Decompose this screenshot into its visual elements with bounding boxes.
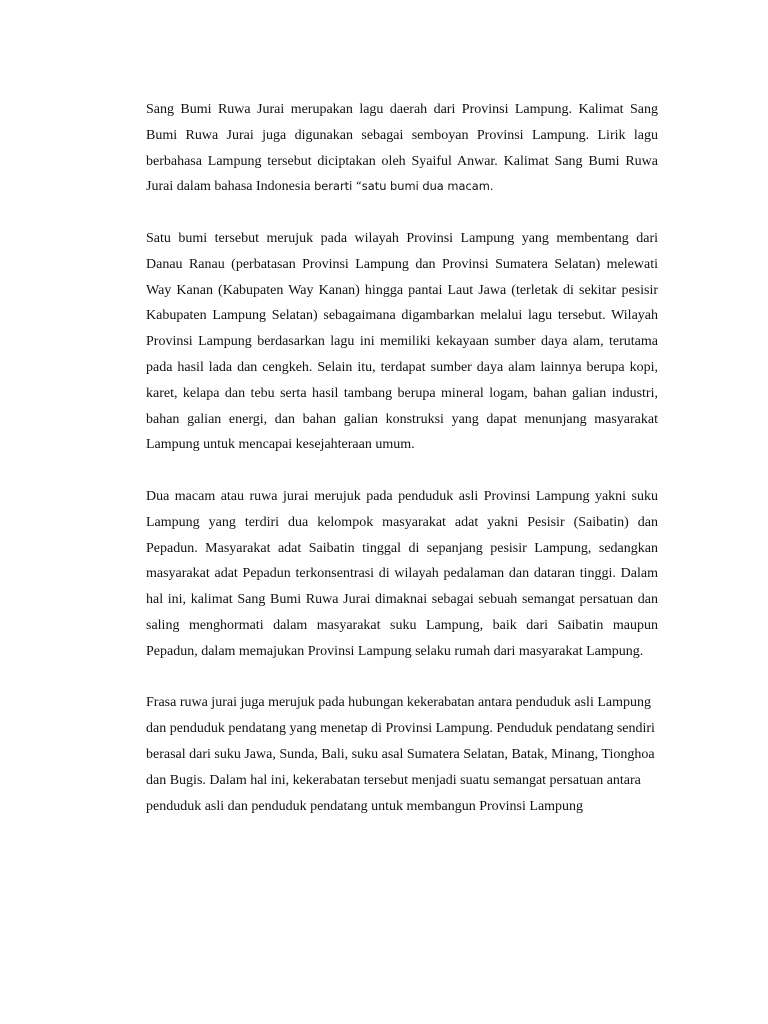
paragraph-4: Frasa ruwa jurai juga merujuk pada hubungan kekerabatan antara penduduk asli Lampung dan penduduk pendatang yang menetap di Provinsi Lampung. Penduduk pendatang sendiri berasal dari suku Jawa, Sunda, Bali, suku asal Sumatera Selatan, Batak, Minang, Tionghoa dan Bugis. Dalam hal ini, kekerabatan tersebut menjadi suatu semangat persatuan antara penduduk asli dan penduduk pendatang untuk membangun Provinsi Lampung: [146, 695, 655, 814]
paragraph-2: Satu bumi tersebut merujuk pada wilayah Provinsi Lampung yang membentang dari Danau Ranau (perbatasan Provinsi Lampung dan Provinsi Sumatera Selatan) melewati Way Kanan (Kabupaten Way Kanan) hingga pantai Laut Jawa (terletak di sekitar pesisir Kabupaten Lampung Selatan) sebagaimana digambarkan melalui lagu tersebut. Wilayah Provinsi Lampung berdasarkan lagu ini memiliki kekayaan sumber daya alam, terutama pada hasil lada dan cengkeh. Selain itu, terdapat sumber daya alam lainnya berupa kopi, karet, kelapa dan tebu serta hasil tambang berupa mineral logam, bahan galian industri, bahan galian energi, dan bahan galian konstruksi yang dapat menunjang masyarakat Lampung untuk mencapai kesejahteraan umum.: [146, 230, 658, 453]
paragraph-1-text: Sang Bumi Ruwa Jurai merupakan lagu daerah dari Provinsi Lampung. Kalimat Sang Bumi Ruwa Jurai juga digunakan sebagai semboyan Provinsi Lampung. Lirik lagu berbahasa Lampung tersebut diciptakan oleh Syaiful Anwar. Kalimat Sang Bumi Ruwa Jurai dalam bahasa Indonesia: [146, 102, 658, 195]
document-body: [146, 97, 658, 819]
paragraph-1: [146, 97, 658, 200]
paragraph-1-suffix: berarti “satu bumi dua macam.: [310, 179, 494, 194]
paragraph-3: Dua macam atau ruwa jurai merujuk pada penduduk asli Provinsi Lampung yakni suku Lampung yang terdiri dua kelompok masyarakat adat yakni Pesisir (Saibatin) dan Pepadun. Masyarakat adat Saibatin tinggal di sepanjang pesisir Lampung, sedangkan masyarakat adat Pepadun terkonsentrasi di wilayah pedalaman dan dataran tinggi. Dalam hal ini, kalimat Sang Bumi Ruwa Jurai dimaknai sebagai sebuah semangat persatuan dan saling menghormati dalam masyarakat suku Lampung, baik dari Saibatin maupun Pepadun, dalam memajukan Provinsi Lampung selaku rumah dari masyarakat Lampung.: [146, 488, 658, 659]
